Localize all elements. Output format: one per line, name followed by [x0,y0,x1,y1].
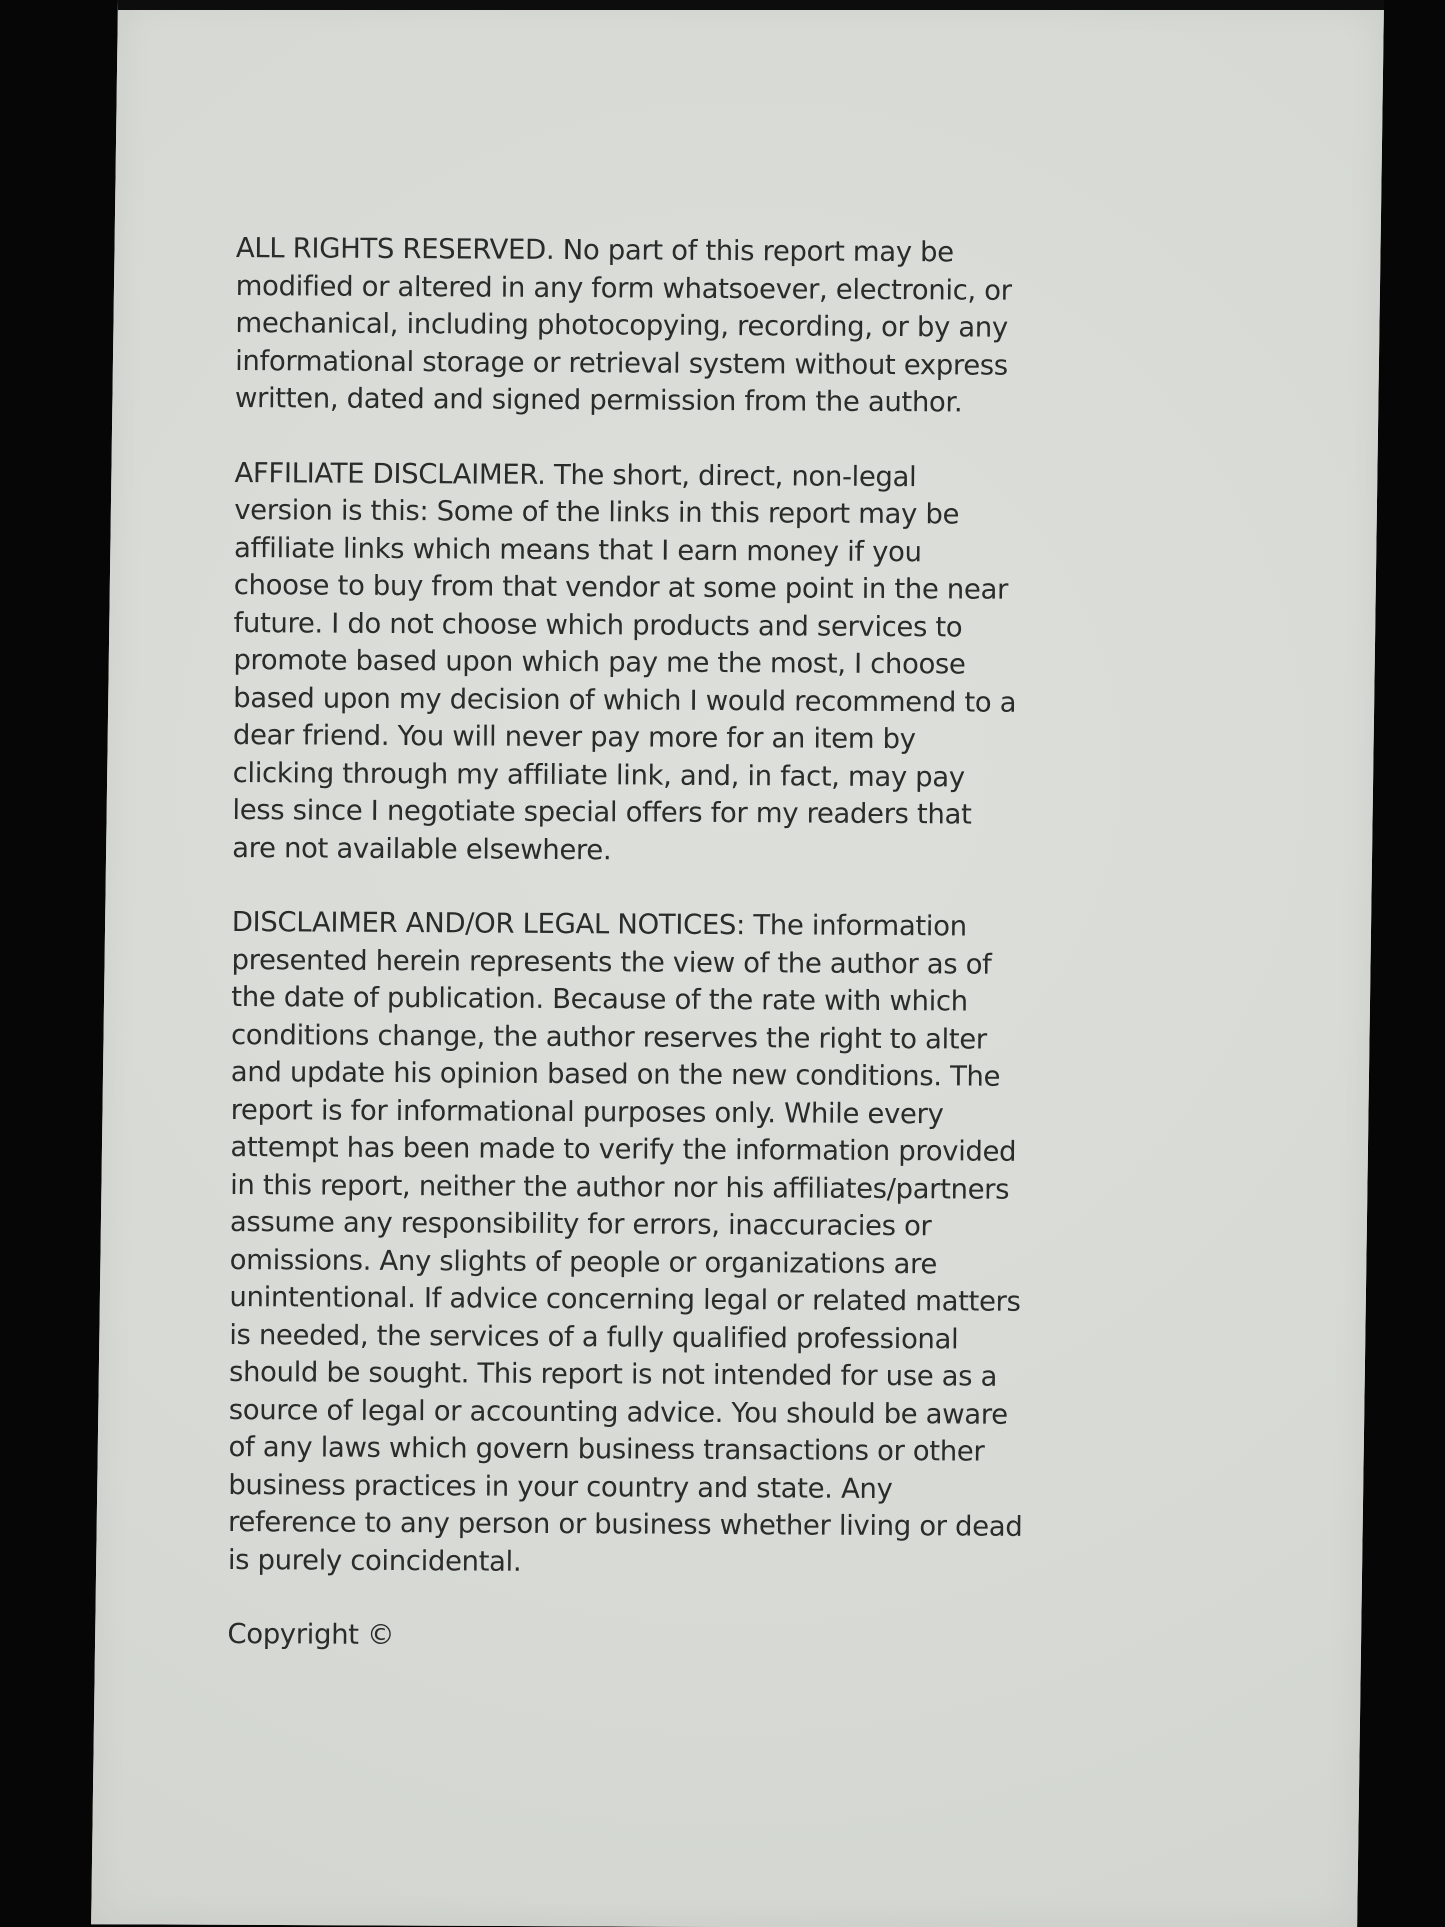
page-top-shadow [118,0,1384,10]
rights-reserved-paragraph: ALL RIGHTS RESERVED. No part of this report may be modified or altered in any form whatsoever, electronic, or mechanical, including photocopying, recording, or by any informational storage or retrieval system without express written, dated and signed permission from the author. [234,231,1012,419]
copyright-line: Copyright © [227,1617,395,1651]
legal-notices-paragraph: DISCLAIMER AND/OR LEGAL NOTICES: The information presented herein represents the view of the author as of the date of publication. Because of the rate with which conditions change, the author reserves the right to alter and update his opinion based on the new conditions. The report is for informational purposes only. While every attempt has been made to verify the information provided in this report, neither the author nor his affiliates/partners assume any responsibility for errors, inaccuracies or omissions. Any slights of people or organizations are unintentional. If advice concerning legal or related matters is needed, the services of a fully qualified professional should be sought. This report is not intended for use as a source of legal or accounting advice. You should be aware of any laws which govern business transactions or other business practices in your country and state. Any reference to any person or business whether living or dead is purely coincidental. [227,905,1023,1578]
affiliate-disclaimer-paragraph: AFFILIATE DISCLAIMER. The short, direct, non-legal version is this: Some of the links in this report may be affiliate links which means that I earn money if you choose to buy from that vendor at some point in the near future. I do not choose which products and services to promote based upon which pay me the most, I choose based upon my decision of which I would recommend to a dear friend. You will never pay more for an item by clicking through my affiliate link, and, in fact, may pay less since I negotiate special offers for my readers that are not available elsewhere. [232,456,1017,866]
document-body [227,230,1036,1695]
